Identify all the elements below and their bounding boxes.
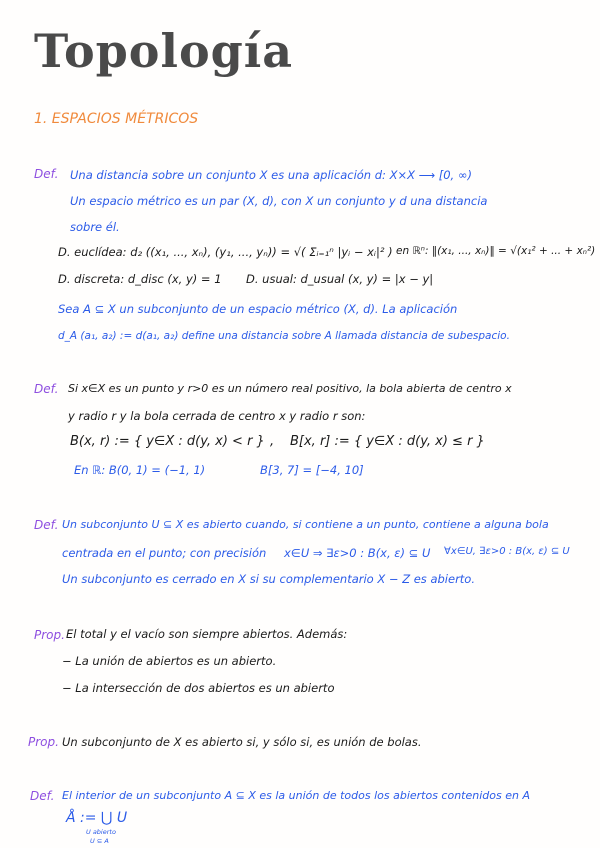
interior-formula: Å := ⋃ U xyxy=(66,810,128,826)
discrete-distance: D. discreta: d_disc (x, y) = 1 xyxy=(58,272,222,286)
definition-text: Un subconjunto U ⊆ X es abierto cuando, si contiene a un punto, contiene a alguna bola xyxy=(62,518,549,531)
usual-distance: D. usual: d_usual (x, y) = |x − y| xyxy=(246,272,434,286)
subspace-text: d_A (a₁, a₂) := d(a₁, a₂) define una distancia sobre A llamada distancia de subespacio. xyxy=(58,330,510,342)
example-text: B[3, 7] = [−4, 10] xyxy=(260,463,364,477)
subspace-text: Sea A ⊆ X un subconjunto de un espacio métrico (X, d). La aplicación xyxy=(58,302,458,316)
definition-text: Un espacio métrico es un par (X, d), con X un conjunto y d una distancia xyxy=(70,194,488,208)
closed-set-text: Un subconjunto es cerrado en X si su complementario X − Z es abierto. xyxy=(62,572,476,586)
proposition-text: El total y el vacío son siempre abiertos. Además: xyxy=(66,627,348,641)
open-set-condition: x∈U ⇒ ∃ε>0 : B(x, ε) ⊆ U xyxy=(284,546,431,560)
proposition-tag: Prop. xyxy=(28,735,59,749)
definition-text: y radio r y la bola cerrada de centro x y radio r son: xyxy=(68,409,366,423)
proposition-text: Un subconjunto de X es abierto si, y sólo si, es unión de bolas. xyxy=(62,735,422,749)
proposition-item: − La intersección de dos abiertos es un abierto xyxy=(62,681,335,695)
union-subscript: U abierto xyxy=(86,828,116,836)
open-set-condition: ∀x∈U, ∃ε>0 : B(x, ε) ⊆ U xyxy=(444,546,570,557)
definition-tag: Def. xyxy=(34,518,59,532)
definition-text: Una distancia sobre un conjunto X es una aplicación d: X×X ⟶ [0, ∞) xyxy=(70,168,472,182)
definition-text: centrada en el punto; con precisión xyxy=(62,546,267,560)
proposition-tag: Prop. xyxy=(34,628,65,642)
proposition-item: − La unión de abiertos es un abierto. xyxy=(62,654,277,668)
definition-tag: Def. xyxy=(30,789,55,803)
union-subscript: U ⊆ A xyxy=(90,837,109,845)
definition-text: sobre él. xyxy=(70,220,120,234)
separator: , xyxy=(270,434,275,449)
definition-text: El interior de un subconjunto A ⊆ X es la unión de todos los abiertos contenidos en A xyxy=(62,789,530,802)
euclidean-distance: D. euclídea: d₂ ((x₁, ..., xₙ), (y₁, ..., yₙ)) = √( Σᵢ₌₁ⁿ |yᵢ − xᵢ|² ) xyxy=(58,245,393,259)
closed-ball: B[x, r] := { y∈X : d(y, x) ≤ r } xyxy=(290,434,485,449)
section-heading: 1. ESPACIOS MÉTRICOS xyxy=(34,111,199,127)
definition-tag: Def. xyxy=(34,382,59,396)
norm-formula: en ℝⁿ: ‖(x₁, ..., xₙ)‖ = √(x₁² + ... + xₙ²) xyxy=(396,245,596,257)
definition-tag: Def. xyxy=(34,167,59,181)
example-text: En ℝ: B(0, 1) = (−1, 1) xyxy=(74,463,206,477)
open-ball: B(x, r) := { y∈X : d(y, x) < r } xyxy=(70,434,265,449)
definition-text: Si x∈X es un punto y r>0 es un número real positivo, la bola abierta de centro x xyxy=(68,382,512,395)
page-title: Topología xyxy=(34,24,294,78)
